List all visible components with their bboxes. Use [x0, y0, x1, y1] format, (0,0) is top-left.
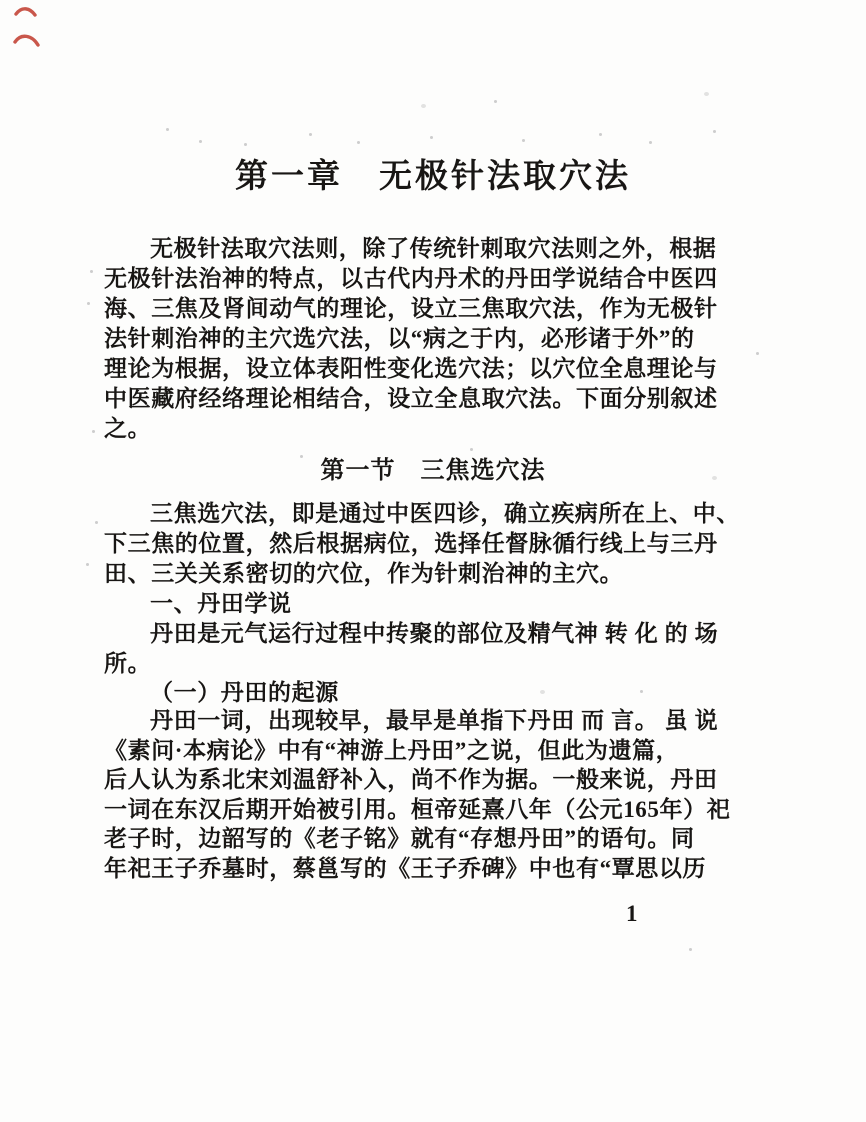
text-line: 中医藏府经络理论相结合，设立全息取穴法。下面分别叙述 [104, 386, 718, 411]
text-line: 一词在东汉后期开始被引用。桓帝延熹八年（公元165年）祀 [104, 796, 731, 822]
text-line: 海、三焦及肾间动气的理论，设立三焦取穴法，作为无极针 [104, 296, 718, 321]
text-line: 后人认为系北宋刘温舒补入，尚不作为据。一般来说，丹田 [104, 767, 718, 793]
text-line: 丹田是元气运行过程中抟聚的部位及精气神 转 化 的 场 [150, 621, 719, 646]
paragraph-intro [104, 234, 726, 444]
text-line: 无极针法取穴法则，除了传统针刺取穴法则之外，根据 [150, 236, 717, 261]
text-line: 所。 [104, 651, 152, 676]
paragraph-sanjiao [104, 499, 740, 589]
text-line: 之。 [104, 416, 152, 441]
subheading-dantian-origin: （一）丹田的起源 [150, 680, 339, 705]
text-line: 丹田一词，出现较早，最早是单指下丹田 而 言。 虽 说 [150, 708, 719, 733]
text-line: 法针刺治神的主穴选穴法，以“病之于内，必形诸于外”的 [104, 326, 695, 351]
page-number: 1 [626, 901, 638, 926]
text-line: 三焦选穴法，即是通过中医四诊，确立疾病所在上、中、 [150, 501, 740, 526]
text-line: 理论为根据，设立体表阳性变化选穴法；以穴位全息理论与 [104, 356, 718, 381]
text-line: 老子时，边韶写的《老子铭》就有“存想丹田”的语句。同 [104, 826, 695, 852]
subheading-dantian-theory: 一、丹田学说 [150, 591, 292, 616]
text-line: 年祀王子乔墓时，蔡邕写的《王子乔碑》中也有“覃思以历 [104, 855, 707, 881]
text-line: 田、三关关系密切的穴位，作为针刺治神的主穴。 [104, 561, 624, 586]
section-heading: 第一节 三焦选穴法 [320, 458, 546, 484]
paragraph-dantian-history [104, 706, 731, 884]
text-line: 下三焦的位置，然后根据病位，选择任督脉循行线上与三丹 [104, 531, 718, 556]
paragraph-dantian-definition [104, 619, 726, 679]
red-pen-mark [8, 2, 56, 64]
text-line: 《素问·本病论》中有“神游上丹田”之说，但此为遗篇， [104, 737, 680, 763]
text-line: 无极针法治神的特点，以古代内丹术的丹田学说结合中医四 [104, 266, 718, 291]
chapter-title: 第一章 无极针法取穴法 [235, 159, 631, 195]
